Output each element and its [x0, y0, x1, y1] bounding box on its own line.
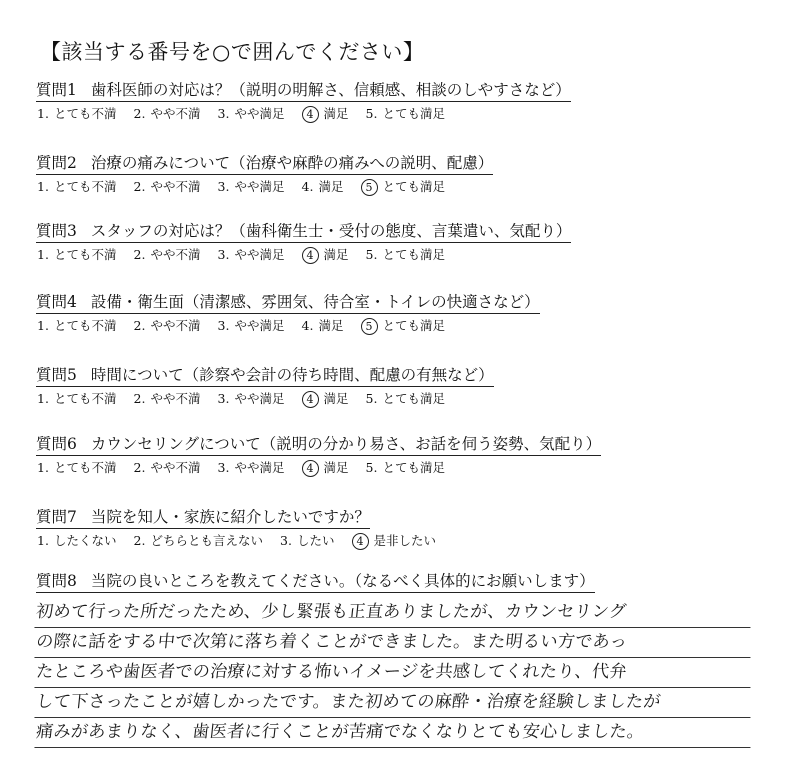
option-selected[interactable] [351, 532, 437, 550]
answer-options [36, 105, 776, 123]
option-label: 満足 [323, 106, 349, 121]
question-8 [36, 571, 776, 593]
option-label: とても満足 [382, 179, 445, 194]
answer-options [36, 390, 776, 408]
option-number: 3. [217, 318, 230, 333]
option[interactable] [217, 459, 285, 477]
option[interactable] [365, 246, 446, 264]
option[interactable] [279, 532, 335, 550]
option-selected[interactable] [301, 459, 349, 477]
option-label: したくない [53, 533, 117, 548]
option-label: 満足 [323, 391, 349, 406]
option[interactable] [36, 105, 117, 123]
option[interactable] [133, 532, 264, 550]
option-number: 2. [133, 391, 146, 406]
option-number: 3. [217, 460, 230, 475]
option[interactable] [365, 459, 446, 477]
option-label: やや満足 [234, 247, 285, 262]
question-4 [36, 292, 776, 335]
handwritten-line: して下さったことが嬉しかったです。また初めての麻酔・治療を経験しましたが [34, 688, 753, 718]
question-title [36, 153, 493, 175]
option-label: とても満足 [382, 391, 445, 406]
option[interactable] [133, 246, 201, 264]
option[interactable] [217, 178, 285, 196]
option-number: 5. [365, 247, 378, 262]
answer-options [36, 246, 776, 264]
circled-option-number: 5 [361, 179, 378, 196]
option-number: 5. [365, 391, 378, 406]
option-label: とても不満 [53, 179, 117, 194]
option-selected[interactable] [301, 390, 349, 408]
option-label: とても満足 [382, 106, 445, 121]
option-label: どちらとも言えない [150, 533, 263, 548]
option-label: とても不満 [53, 318, 117, 333]
option-number: 3. [217, 179, 230, 194]
question-number: 質問6 [36, 435, 77, 453]
question-number: 質問5 [36, 366, 77, 384]
question-text: 当院の良いところを教えてください。（なるべく具体的にお願いします） [90, 572, 595, 590]
question-3 [36, 221, 776, 264]
option[interactable] [36, 178, 117, 196]
option[interactable] [133, 390, 201, 408]
question-title [36, 434, 601, 456]
question-5 [36, 365, 776, 408]
option-label: とても不満 [53, 460, 117, 475]
option-number: 2. [133, 533, 146, 548]
option-label: 満足 [323, 460, 349, 475]
option[interactable] [217, 317, 285, 335]
option-selected[interactable] [301, 105, 349, 123]
option-label: とても不満 [53, 391, 117, 406]
option-label: やや満足 [234, 179, 285, 194]
question-1 [36, 80, 776, 123]
handwritten-answer [36, 598, 752, 748]
option[interactable] [217, 246, 285, 264]
option-number: 2. [133, 460, 146, 475]
option-number: 5. [365, 460, 378, 475]
question-text: 時間について（診察や会計の待ち時間、配慮の有無など） [90, 366, 494, 384]
question-6 [36, 434, 776, 477]
option-selected[interactable] [360, 317, 446, 335]
option[interactable] [133, 459, 201, 477]
option-number: 2. [133, 318, 146, 333]
option-number: 3. [217, 106, 230, 121]
handwritten-line: の際に話をする中で次第に落ち着くことができました。また明るい方であっ [34, 628, 753, 658]
question-number: 質問4 [36, 293, 77, 311]
answer-options [36, 532, 776, 550]
circled-option-number: 4 [302, 391, 319, 408]
option-label: やや不満 [150, 247, 201, 262]
option[interactable] [301, 317, 344, 335]
option-number: 4. [301, 179, 314, 194]
option-label: やや満足 [234, 318, 285, 333]
option[interactable] [36, 317, 117, 335]
option-number: 3. [217, 247, 230, 262]
option[interactable] [36, 390, 117, 408]
option-number: 2. [133, 179, 146, 194]
option-label: やや不満 [150, 179, 201, 194]
question-text: カウンセリングについて（説明の分かり易さ、お話を伺う姿勢、気配り） [90, 435, 602, 453]
circled-option-number: 5 [361, 318, 378, 335]
option[interactable] [133, 317, 201, 335]
option-label: 満足 [318, 318, 344, 333]
question-title [36, 507, 370, 529]
option[interactable] [133, 105, 201, 123]
option-label: やや満足 [234, 106, 285, 121]
option[interactable] [133, 178, 201, 196]
option-label: やや不満 [150, 106, 201, 121]
question-text: 歯科医師の対応は？（説明の明解さ、信頼感、相談のしやすさなど） [90, 81, 571, 99]
option-selected[interactable] [360, 178, 446, 196]
page-heading: 【該当する番号を○で囲んでください】 [40, 40, 425, 64]
question-title [36, 80, 571, 102]
option-label: やや不満 [150, 318, 201, 333]
option-number: 1. [37, 318, 49, 333]
option-number: 2. [133, 106, 146, 121]
option-number: 1. [37, 179, 49, 194]
option-label: やや満足 [234, 391, 285, 406]
question-title [36, 365, 494, 387]
question-title [36, 571, 595, 593]
option-number: 1. [37, 460, 49, 475]
answer-options [36, 178, 776, 196]
option-label: やや満足 [234, 460, 285, 475]
question-number: 質問3 [36, 222, 77, 240]
option-label: とても満足 [382, 247, 445, 262]
option[interactable] [36, 532, 117, 550]
handwritten-line: たところや歯医者での治療に対する怖いイメージを共感してくれたり、代弁 [34, 658, 753, 688]
option[interactable] [301, 178, 344, 196]
answer-options [36, 317, 776, 335]
question-title [36, 292, 540, 314]
option-number: 1. [37, 533, 49, 548]
option-number: 2. [133, 247, 146, 262]
question-number: 質問7 [36, 508, 77, 526]
circled-option-number: 4 [302, 106, 319, 123]
option-label: したい [296, 533, 335, 548]
option-number: 1. [37, 247, 49, 262]
question-number: 質問2 [36, 154, 77, 172]
option-label: 満足 [318, 179, 344, 194]
circled-option-number: 4 [302, 460, 319, 477]
option-label: とても満足 [382, 460, 445, 475]
option[interactable] [36, 459, 117, 477]
circled-option-number: 4 [302, 247, 319, 264]
option-number: 3. [217, 391, 230, 406]
option[interactable] [217, 105, 285, 123]
question-2 [36, 153, 776, 196]
circled-option-number: 4 [352, 533, 369, 550]
question-number: 質問1 [36, 81, 77, 99]
option-selected[interactable] [301, 246, 349, 264]
option-label: とても不満 [53, 106, 117, 121]
handwritten-line: 痛みがあまりなく、歯医者に行くことが苦痛でなくなりとても安心しました。 [34, 718, 753, 748]
option-number: 1. [37, 391, 49, 406]
option-label: 満足 [323, 247, 349, 262]
option[interactable] [365, 390, 446, 408]
answer-options [36, 459, 776, 477]
option-label: とても不満 [53, 247, 117, 262]
question-number: 質問8 [36, 572, 77, 590]
question-text: スタッフの対応は？（歯科衛生士・受付の態度、言葉遣い、気配り） [90, 222, 572, 240]
option[interactable] [365, 105, 446, 123]
handwritten-line: 初めて行った所だったため、少し緊張も正直ありましたが、カウンセリング [34, 598, 753, 628]
option-number: 3. [280, 533, 292, 548]
question-7 [36, 507, 776, 550]
option-number: 1. [37, 106, 49, 121]
question-title [36, 221, 571, 243]
option[interactable] [217, 390, 285, 408]
option-number: 4. [301, 318, 314, 333]
option-label: やや不満 [150, 391, 201, 406]
question-text: 設備・衛生面（清潔感、雰囲気、待合室・トイレの快適さなど） [90, 293, 540, 311]
option-label: やや不満 [150, 460, 201, 475]
option-number: 5. [365, 106, 378, 121]
question-text: 当院を知人・家族に紹介したいですか？ [90, 508, 370, 526]
option-label: 是非したい [373, 533, 436, 548]
question-text: 治療の痛みについて（治療や麻酔の痛みへの説明、配慮） [90, 154, 494, 172]
option-label: とても満足 [382, 318, 445, 333]
option[interactable] [36, 246, 117, 264]
